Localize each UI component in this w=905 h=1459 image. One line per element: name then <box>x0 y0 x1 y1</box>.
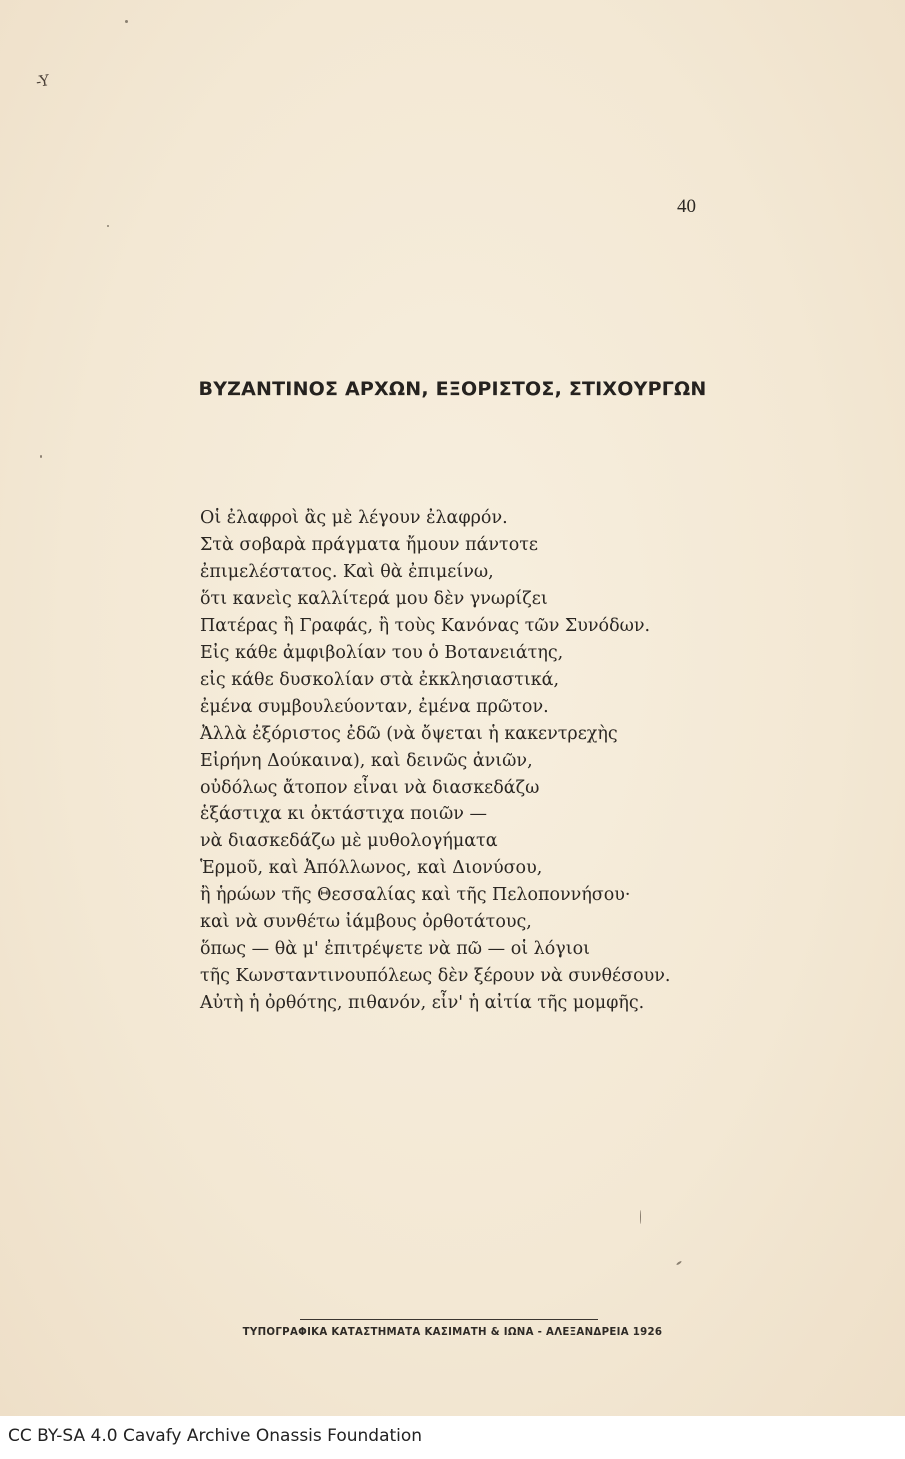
poem-body <box>200 505 760 1017</box>
poem-line: ἑξάστιχα κι ὀκτάστιχα ποιῶν — <box>200 804 487 825</box>
poem-line: Εἰρήνη Δούκαινα), καὶ δεινῶς ἀνιῶν, <box>200 750 533 771</box>
poem-line: Εἰς κάθε ἀμφιβολίαν του ὁ Βοτανειάτης, <box>200 642 564 663</box>
poem-line: Ἑρμοῦ, καὶ Ἀπόλλωνος, καὶ Διονύσου, <box>200 858 543 879</box>
paper-speck <box>40 455 42 458</box>
poem-line: Πατέρας ἢ Γραφάς, ἢ τοὺς Κανόνας τῶν Συνόδων. <box>200 615 651 636</box>
footer-rule <box>300 1319 598 1320</box>
poem-line: ἐμένα συμβουλεύονταν, ἐμένα πρῶτον. <box>200 696 549 717</box>
poem-line: καὶ νὰ συνθέτω ἰάμβους ὀρθοτάτους, <box>200 912 532 933</box>
poem-line: Ἀλλὰ ἐξόριστος ἐδῶ (νὰ ὄψεται ἡ κακεντρεχὴς <box>200 723 618 744</box>
poem-line: οὐδόλως ἄτοπον εἶναι νὰ διασκεδάζω <box>200 777 540 798</box>
license-credit: CC BY-SA 4.0 Cavafy Archive Onassis Foundation <box>8 1426 423 1446</box>
poem-line: Αὐτὴ ἡ ὀρθότης, πιθανόν, εἶν' ἡ αἰτία τῆς μομφῆς. <box>200 993 645 1014</box>
paper-speck <box>676 1260 682 1265</box>
paper-speck <box>107 225 109 227</box>
printer-imprint: ΤΥΠΟΓΡΑΦΙΚΑ ΚΑΤΑΣΤΗΜΑΤΑ ΚΑΣΙΜΑΤΗ & ΙΩΝΑ - ΑΛΕΞΑΝΔΡΕΙΑ 1926 <box>242 1327 663 1338</box>
poem-title: ΒΥΖΑΝΤΙΝΟΣ ΑΡΧΩΝ, ΕΞΟΡΙΣΤΟΣ, ΣΤΙΧΟΥΡΓΩΝ <box>198 378 707 400</box>
paper-speck <box>640 1210 641 1224</box>
poem-line: Στὰ σοβαρὰ πράγματα ἤμουν πάντοτε <box>200 534 538 555</box>
poem-line: ἢ ἡρώων τῆς Θεσσαλίας καὶ τῆς Πελοποννήσου· <box>200 885 631 906</box>
poem-line: ἐπιμελέστατος. Καὶ θὰ ἐπιμείνω, <box>200 561 494 582</box>
poem-line: νὰ διασκεδάζω μὲ μυθολογήματα <box>200 831 498 852</box>
handwritten-corner-mark: -Y <box>34 71 51 91</box>
poem-line: ὅτι κανεὶς καλλίτερά μου δὲν γνωρίζει <box>200 588 548 609</box>
poem-line: ὅπως — θὰ μ' ἐπιτρέψετε νὰ πῶ — οἱ λόγιοι <box>200 939 591 960</box>
poem-line: τῆς Κωνσταντινουπόλεως δὲν ξέρουν νὰ συνθέσουν. <box>200 966 671 987</box>
paper-speck <box>125 20 128 23</box>
poem-line: εἰς κάθε δυσκολίαν στὰ ἐκκλησιαστικά, <box>200 669 560 690</box>
page-number: 40 <box>677 196 696 217</box>
poem-line: Οἱ ἐλαφροὶ ἂς μὲ λέγουν ἐλαφρόν. <box>200 508 508 528</box>
